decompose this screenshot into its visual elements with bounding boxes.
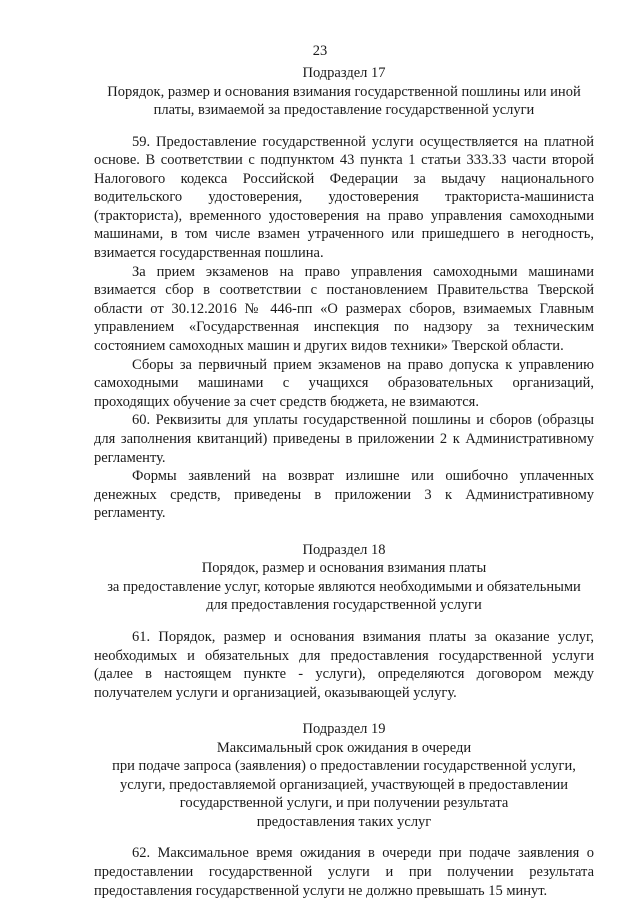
section-subtitle-line: Порядок, размер и основания взимания платы	[201, 560, 487, 577]
section-subtitle-line: при подаче запроса (заявления) о предоставлении государственной услуги,	[112, 758, 576, 775]
paragraph: Сборы за первичный прием экзаменов на право допуска к управлению самоходными машинами с учащихся образовательных организаций, проходящих обучение за счет средств бюджета, не взимаются.	[94, 356, 594, 410]
section-subtitle-line: Максимальный срок ожидания в очереди	[216, 739, 472, 756]
section-subtitle-line: услуги, предоставляемой организацией, участвующей в предоставлении	[120, 776, 568, 793]
paragraph-60: 60. Реквизиты для уплаты государственной пошлины и сборов (образцы для заполнения квитанций) приведены в приложении 2 к Административному регламенту.	[94, 412, 594, 466]
paragraph-62: 62. Максимальное время ожидания в очереди при подаче заявления о предоставлении государственной услуги и при получении результата предоставления государственной услуги не должно превышать 15 минут.	[94, 845, 594, 899]
section-subtitle-line: государственной услуги, и при получении результата	[179, 795, 509, 812]
section-title: Подраздел 17	[302, 65, 386, 81]
page-content	[94, 64, 594, 900]
section-subtitle-line: платы, взимаемой за предоставление государственной услуги	[153, 102, 535, 118]
section-subtitle-line: для предоставления государственной услуги	[206, 597, 482, 614]
section-heading-19	[94, 720, 594, 831]
section-subtitle-line: Порядок, размер и основания взимания государственной пошлины или иной	[107, 83, 581, 100]
section-title: Подраздел 19	[302, 721, 386, 738]
section-title: Подраздел 18	[302, 541, 386, 558]
paragraph: Формы заявлений на возврат излишне или ошибочно уплаченных денежных средств, приведены в приложении 3 к Административному регламенту.	[94, 468, 594, 522]
section-heading-18	[94, 541, 594, 615]
page-number: 23	[312, 43, 328, 59]
section-subtitle-line: за предоставление услуг, которые являются необходимыми и обязательными	[107, 578, 581, 595]
section-subtitle-line: предоставления таких услуг	[256, 813, 432, 830]
paragraph-59: 59. Предоставление государственной услуги осуществляется на платной основе. В соответствии с подпунктом 43 пункта 1 статьи 333.33 части второй Налогового кодекса Российской Федерации за выдачу национального водительского удостоверения, удостоверения тракториста-машиниста (тракториста), временного удостоверения на право управления самоходными машинами, в том числе взамен утраченного или пришедшего в негодность, взимается государственная пошлина.	[94, 133, 594, 262]
paragraph-61: 61. Порядок, размер и основания взимания платы за оказание услуг, необходимых и обязательных для предоставления государственной услуги (далее в настоящем пункте - услуги), определяются договором между получателем услуги и организацией, оказывающей услугу.	[94, 628, 594, 701]
section-heading-17	[94, 64, 594, 120]
paragraph: За прием экзаменов на право управления самоходными машинами взимается сбор в соответствии с постановлением Правительства Тверской области от 30.12.2016 № 446-пп «О размерах сборов, взимаемых Главным управлением «Государственная инспекция по надзору за техническим состоянием самоходных машин и других видов техники» Тверской области.	[94, 263, 594, 355]
